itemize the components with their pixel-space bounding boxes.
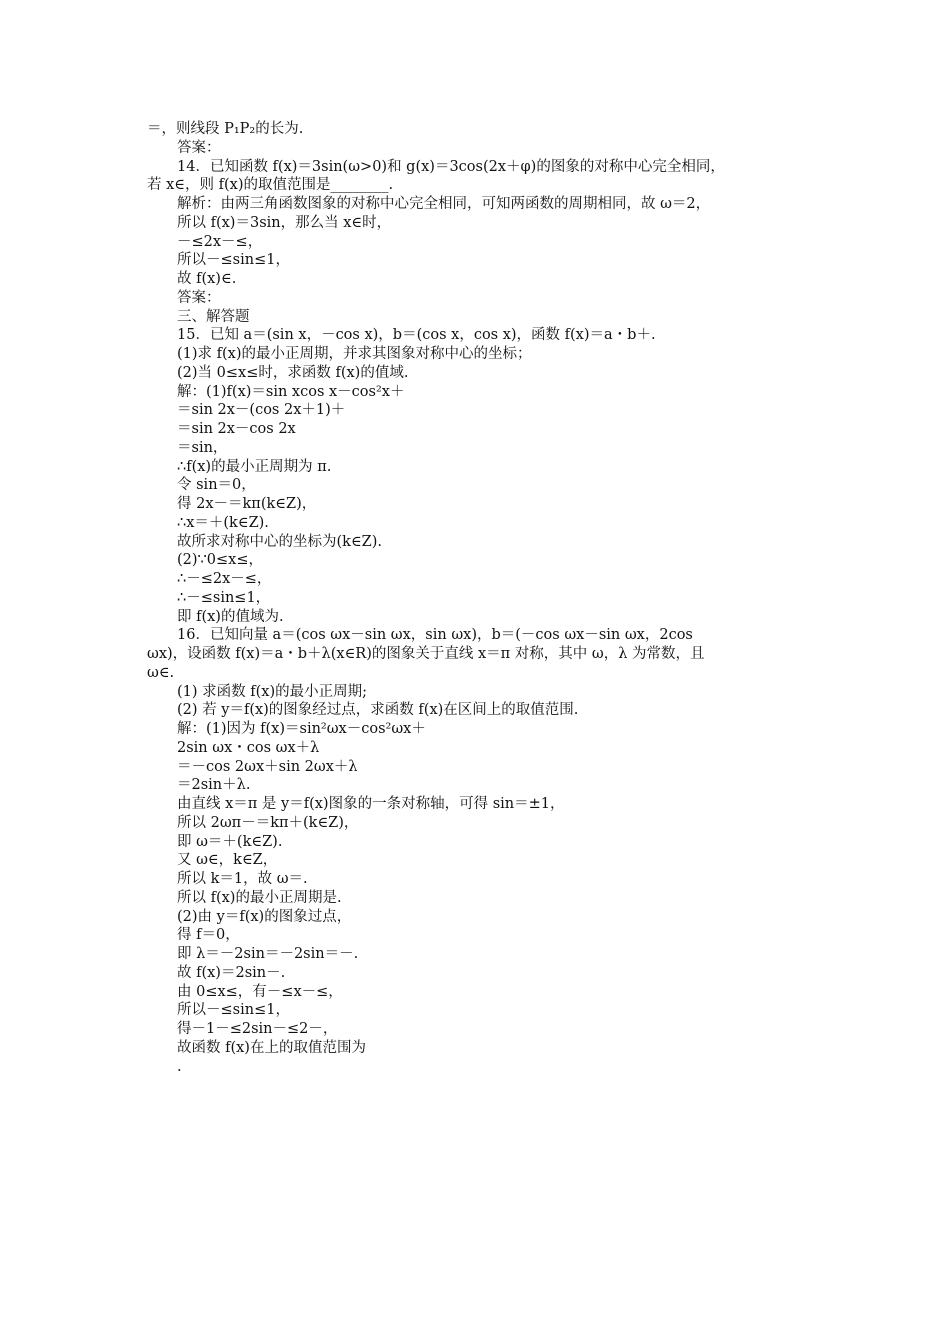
text-line: 解析：由两三角函数图象的对称中心完全相同，可知两函数的周期相同，故 ω＝2， [177,196,711,212]
text-line: ＝，则线段 P₁P₂的长为. [147,121,304,137]
text-line: ω∈. [147,664,175,681]
text-line: 答案： [177,289,221,306]
text-line: 所以－≤sin≤1， [177,252,290,269]
text-line: 15．已知 a＝(sin x，－cos x)，b＝(cos x，cos x)，函数 f(x)＝a・b＋. [177,327,656,344]
text-line: ＝－cos 2ωx＋sin 2ωx＋λ [177,758,358,775]
text-line: 所以 2ωπ－＝kπ＋(k∈Z)， [177,814,359,831]
text-line: 解：(1)f(x)＝sin xcos x－cos²x＋ [177,383,405,400]
text-line: 2sin ωx・cos ωx＋λ [177,739,320,756]
text-line: 解：(1)因为 f(x)＝sin²ωx－cos²ωx＋ [177,721,426,737]
text-line: ＝sin， [177,439,228,456]
text-line: 故 f(x)＝2sin－. [177,964,286,981]
text-line: 得 2x－＝kπ(k∈Z)， [177,496,317,512]
text-line: 所以 f(x)的最小正周期是. [177,889,342,906]
text-line: 故所求对称中心的坐标为(k∈Z). [177,533,383,550]
text-line: 即 f(x)的值域为. [177,608,284,625]
text-line: (2)当 0≤x≤时，求函数 f(x)的值域. [177,364,409,381]
text-line: －≤2x－≤， [177,233,263,250]
text-line: 令 sin＝0， [177,477,256,494]
text-line: 故函数 f(x)在上的取值范围为 [177,1039,366,1056]
text-line: ∴f(x)的最小正周期为 π. [177,458,332,475]
text-line: 由直线 x＝π 是 y＝f(x)图象的一条对称轴，可得 sin＝±1， [177,796,565,812]
text-line: (2) 若 y＝f(x)的图象经过点，求函数 f(x)在区间上的取值范围. [177,702,579,719]
text-line: 14．已知函数 f(x)＝3sin(ω>0)和 g(x)＝3cos(2x＋φ)的图象的对称中心完全相同， [177,158,725,175]
text-line: . [177,1058,182,1075]
text-line: 即 λ＝－2sin＝－2sin＝－. [177,946,359,962]
text-line: 又 ω∈，k∈Z， [177,852,278,869]
text-line: ∴x＝＋(k∈Z). [177,514,269,531]
text-line: 所以 f(x)＝3sin，那么当 x∈时， [177,214,392,231]
text-line: 得 f＝0， [177,927,240,944]
text-line: ωx)，设函数 f(x)＝a・b＋λ(x∈R)的图象关于直线 x＝π 对称，其中 ω，λ 为常数，且 [147,646,705,662]
text-line: 得－1－≤2sin－≤2－， [177,1021,338,1037]
text-line: 所以 k＝1，故 ω＝. [177,871,308,887]
text-line: 即 ω＝＋(k∈Z). [177,833,283,850]
text-line: 由 0≤x≤，有－≤x－≤， [177,983,343,1000]
text-line: ∴－≤sin≤1， [177,589,271,606]
text-line: (1) 求函数 f(x)的最小正周期; [177,683,368,700]
text-line: ∴－≤2x－≤， [177,571,272,587]
text-line: (1)求 f(x)的最小正周期，并求其图象对称中心的坐标； [177,346,532,362]
text-line: 三、解答题 [177,308,250,325]
text-line: 故 f(x)∈. [177,271,237,287]
text-line: ＝sin 2x－(cos 2x＋1)＋ [177,402,346,419]
text-line: ＝sin 2x－cos 2x [177,421,296,437]
text-line: 若 x∈，则 f(x)的取值范围是________. [147,177,394,194]
text-line: (2)由 y＝f(x)的图象过点， [177,908,352,925]
text-line: 答案： [177,139,221,156]
text-line: (2)∵0≤x≤， [177,552,263,569]
text-line: 16．已知向量 a＝(cos ωx－sin ωx，sin ωx)，b＝(－cos ωx－sin ωx，2cos [177,627,693,644]
text-line: ＝2sin＋λ. [177,777,251,794]
text-line: 所以－≤sin≤1， [177,1002,290,1019]
